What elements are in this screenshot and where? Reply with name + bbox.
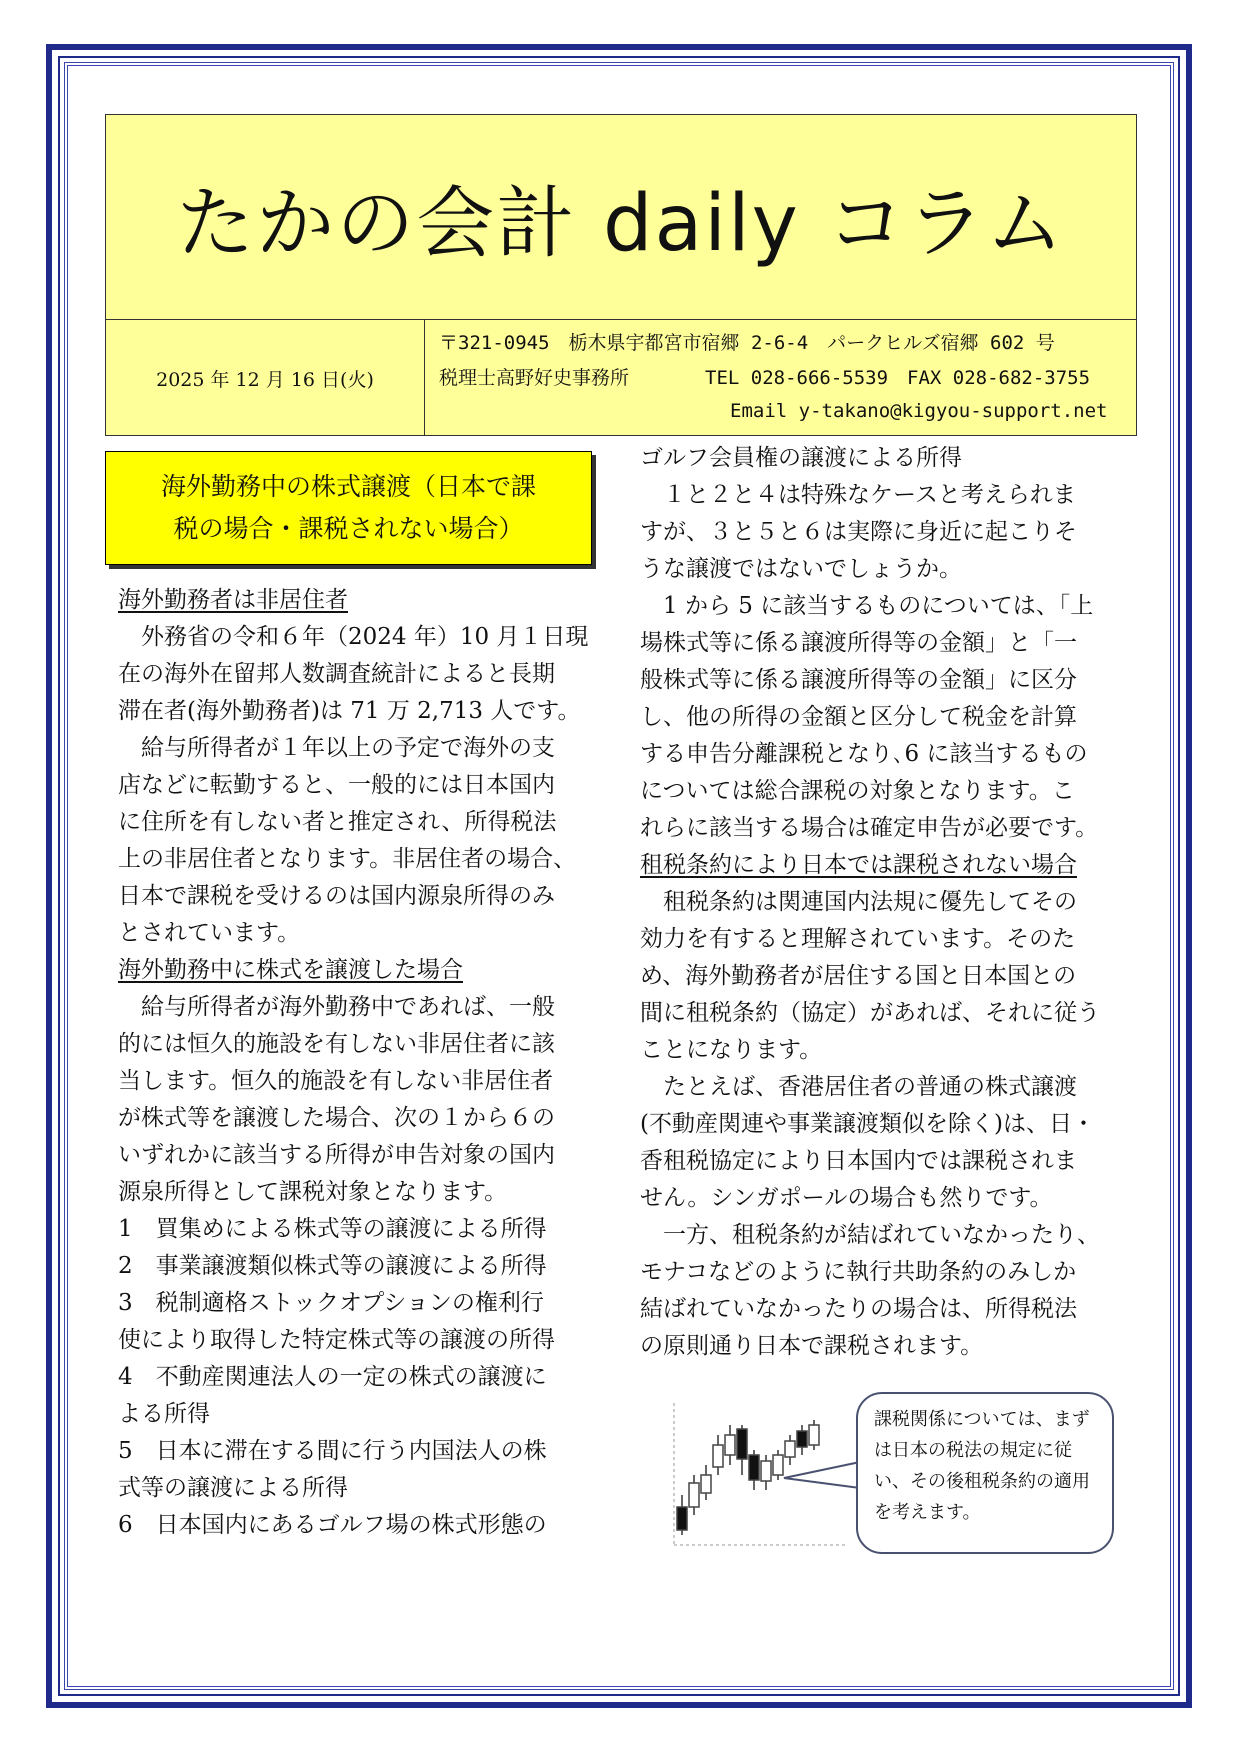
section-heading: 海外勤務中に株式を譲渡した場合 [118,957,463,983]
body-text-line: 効力を有すると理解されています。そのた [640,926,1076,952]
info-row [106,320,1136,436]
body-text-line: 日本で課税を受けるのは国内源泉所得のみ [118,883,555,909]
body-text-line: 式等の譲渡による所得 [118,1475,348,1501]
body-text-line: モナコなどのように執行共助条約のみしか [640,1259,1077,1285]
body-text-line: 場株式等に係る譲渡所得等の金額」と「一 [640,630,1077,656]
body-text-line: 源泉所得として課税対象となります。 [118,1179,508,1205]
body-text-line: 在の海外在留邦人数調査統計によると長期 [118,661,555,687]
candle-body [725,1435,735,1455]
candle-body [785,1441,795,1457]
body-text-line: 使により取得した特定株式等の譲渡の所得 [118,1327,555,1353]
article-title-line-1: 海外勤務中の株式譲渡（日本で課 [160,472,536,501]
body-text-line: 上の非居住者となります。非居住者の場合、 [118,846,577,872]
body-text-line: 給与所得者が海外勤務中であれば、一般 [118,994,555,1020]
body-text-line: １と２と４は特殊なケースと考えられま [640,482,1076,508]
body-text-line: ことになります。 [640,1037,823,1063]
body-text-line: 香租税協定により日本国内では課税されま [640,1148,1077,1174]
candle-body [701,1475,711,1493]
body-text-line: 当します。恒久的施設を有しない非居住者 [118,1068,554,1094]
newsletter-header [105,114,1137,436]
body-text-line: (不動産関連や事業譲渡類似を除く)は、日・ [640,1111,1095,1137]
body-text-line: 店などに転勤すると、一般的には日本国内 [118,772,555,798]
right-column [640,440,1140,1365]
section-heading: 租税条約により日本では課税されない場合 [640,852,1077,878]
office-email[interactable]: Email y-takano@kigyou-support.net [730,400,1108,422]
body-text-line: に住所を有しない者と推定され、所得税法 [118,809,557,835]
body-text-line: すが、３と５と６は実際に身近に起こりそ [640,519,1077,545]
body-text-line: うな譲渡ではないでしょうか。 [640,556,962,582]
body-text-line: たとえば、香港居住者の普通の株式譲渡 [640,1074,1077,1100]
candle-body [737,1429,747,1459]
body-text-line: ゴルフ会員権の譲渡による所得 [640,445,962,471]
office-contact: 税理士高野好史事務所 TEL 028-666-5539 FAX 028-682-3755 [439,367,1091,389]
body-text-line: 般株式等に係る譲渡所得等の金額」に区分 [640,667,1077,693]
issue-date: 2025 年 12 月 16 日(火) [106,320,425,436]
speech-bubble [856,1392,1114,1554]
body-text-line: 間に租税条約（協定）があれば、それに従う [640,1000,1100,1026]
newsletter-title: たかの会計 daily コラム [176,179,1066,269]
bubble-text-line: を考えます。 [874,1502,981,1523]
candle-body [797,1431,807,1447]
body-text-line: 4 不動産関連法人の一定の株式の譲渡に [118,1364,547,1390]
body-text-line: せん。シンガポールの場合も然りです。 [640,1185,1053,1211]
body-text-line: する申告分離課税となり､6 に該当するもの [640,741,1088,767]
candle-body [689,1483,699,1507]
left-column [118,582,608,1544]
body-text-line: 6 日本国内にあるゴルフ場の株式形態の [118,1512,547,1538]
candle-body [749,1455,759,1480]
body-text-line: 外務省の令和６年（2024 年）10 月１日現 [118,624,589,650]
body-text-line: し、他の所得の金額と区分して税金を計算 [640,704,1077,730]
article-title-box [105,451,592,565]
bubble-text-line: 課税関係については、まず [874,1409,1090,1430]
body-text-line: 1 買集めによる株式等の譲渡による所得 [118,1216,547,1242]
body-text-line: が株式等を譲渡した場合、次の１から６の [118,1105,555,1131]
body-text-line: の原則通り日本で課税されます。 [640,1333,984,1359]
body-text-line: については総合課税の対象となります。こ [640,778,1075,804]
section-heading: 海外勤務者は非居住者 [118,587,348,613]
body-text-line: め、海外勤務者が居住する国と日本国との [640,963,1077,989]
body-text-line: 滞在者(海外勤務者)は 71 万 2,713 人です。 [118,698,581,724]
speech-bubble-tail [782,1458,862,1498]
bubble-text-line: い、その後租税条約の適用 [874,1471,1090,1492]
body-text-line: 3 税制適格ストックオプションの権利行 [118,1290,544,1316]
title-box [106,115,1136,320]
candle-body [713,1445,723,1467]
body-text-line: 5 日本に滞在する間に行う内国法人の株 [118,1438,547,1464]
body-text-line: 1 から 5 に該当するものについては、「上 [640,593,1094,619]
body-text-line: とされています。 [118,920,301,946]
body-text-line: 的には恒久的施設を有しない非居住者に該 [118,1031,555,1057]
bubble-text-line: は日本の税法の規定に従 [874,1440,1072,1461]
body-text-line: 給与所得者が１年以上の予定で海外の支 [118,735,555,761]
body-text-line: れらに該当する場合は確定申告が必要です。 [640,815,1099,841]
candle-body [761,1461,771,1481]
body-text-line: 一方、租税条約が結ばれていなかったり、 [640,1222,1100,1248]
candle-body [677,1507,687,1530]
office-address: 〒321-0945 栃木県宇都宮市宿郷 2-6-4 パークヒルズ宿郷 602 号 [439,332,1055,354]
body-text-line: よる所得 [118,1401,210,1427]
candle-body [809,1425,819,1445]
body-text-line: 結ばれていなかったりの場合は、所得税法 [640,1296,1077,1322]
body-text-line: 租税条約は関連国内法規に優先してその [640,889,1077,915]
article-title-line-2: 税の場合・課税されない場合） [173,514,524,543]
body-text-line: 2 事業譲渡類似株式等の譲渡による所得 [118,1253,547,1279]
body-text-line: いずれかに該当する所得が申告対象の国内 [118,1142,555,1168]
